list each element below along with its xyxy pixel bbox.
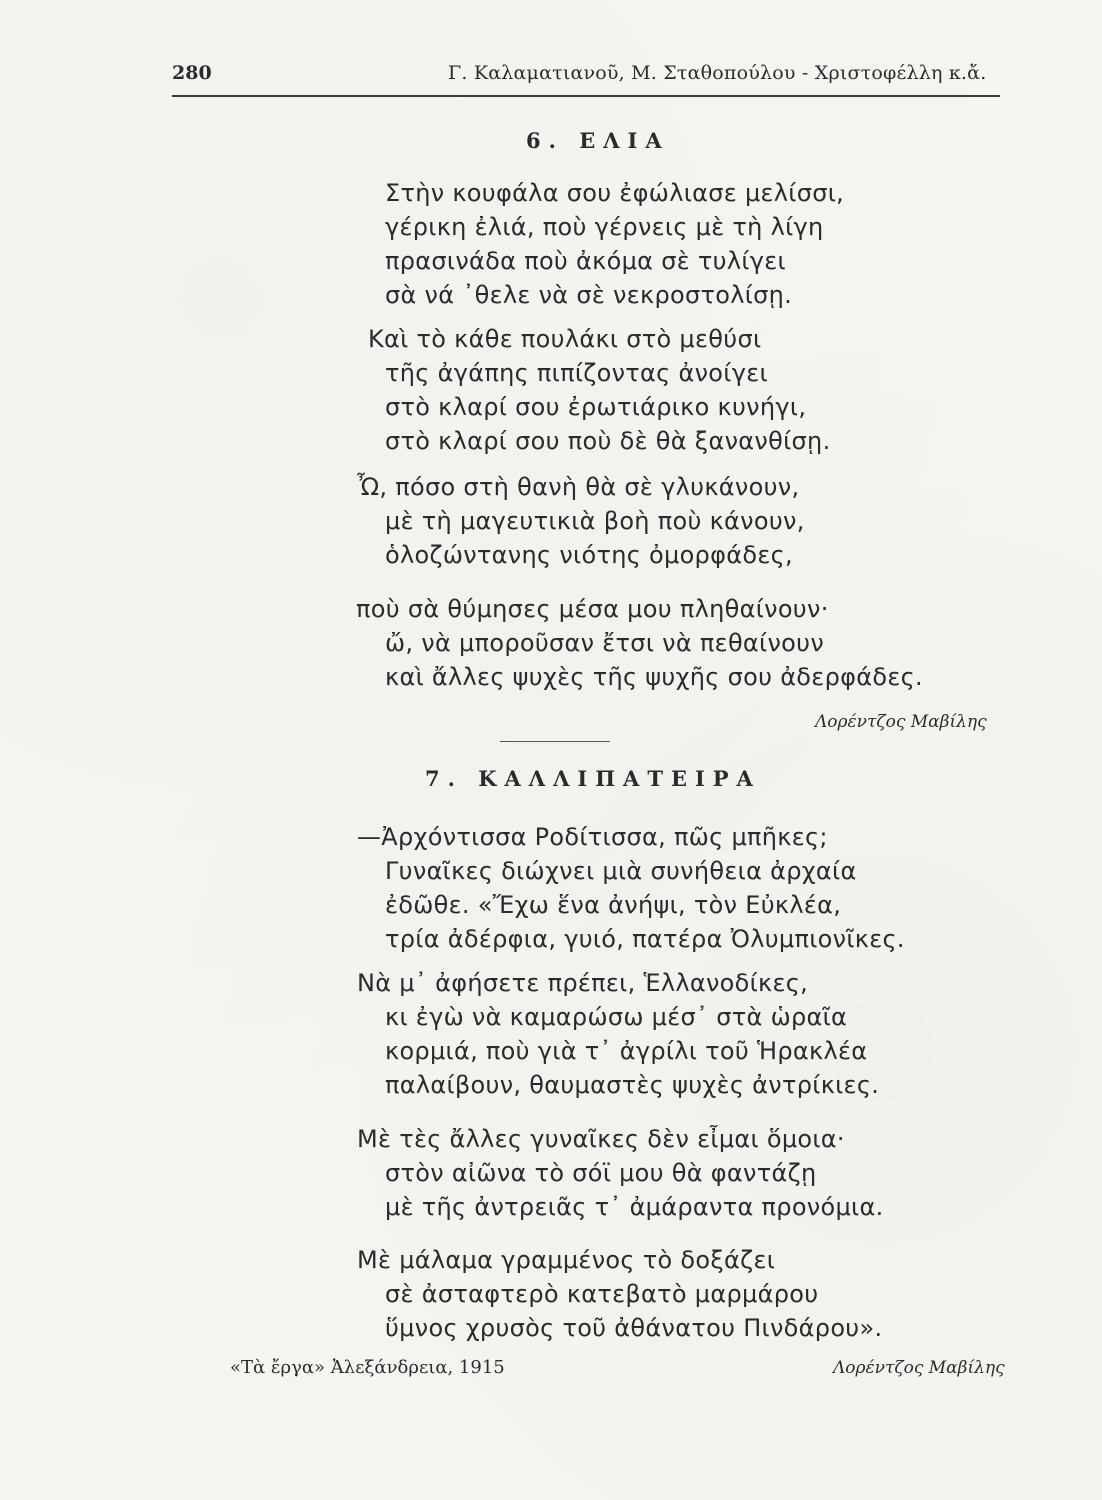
- source-citation: «Τὰ ἔργα» Ἀλεξάνδρεια, 1915: [230, 1357, 505, 1378]
- verse-line: ὤ, νὰ μποροῦσαν ἔτσι νὰ πεθαίνουν: [385, 629, 825, 657]
- poem-author: Λορέντζος Μαβίλης: [833, 1358, 1005, 1378]
- verse-line: πρασινάδα ποὺ ἀκόμα σὲ τυλίγει: [385, 247, 786, 275]
- verse-line: τρία ἀδέρφια, γυιό, πατέρα Ὀλυμπιονῖκες.: [385, 925, 905, 953]
- poem-title: 7. ΚΑΛΛΙΠΑΤΕΙΡΑ: [425, 766, 761, 791]
- verse-line: ὕμνος χρυσὸς τοῦ ἀθάνατου Πινδάρου».: [385, 1314, 883, 1342]
- section-divider: [500, 741, 610, 742]
- verse-line: στὸν αἰῶνα τὸ σόϊ μου θὰ φαντάζῃ: [385, 1159, 817, 1187]
- verse-line: ποὺ σὰ θύμησες μέσα μου πληθαίνουν·: [356, 595, 829, 623]
- verse-line: κι ἐγὼ νὰ καμαρώσω μέσ᾽ στὰ ὡραῖα: [385, 1003, 848, 1031]
- poem-author: Λορέντζος Μαβίλης: [815, 712, 987, 732]
- verse-line: καὶ ἄλλες ψυχὲς τῆς ψυχῆς σου ἀδερφάδες.: [385, 663, 923, 691]
- header-rule: [172, 95, 1000, 97]
- verse-line: μὲ τῆς ἀντρειᾶς τ᾽ ἀμάραντα προνόμια.: [385, 1193, 884, 1221]
- verse-line: Ὦ, πόσο στὴ θανὴ θὰ σὲ γλυκάνουν,: [357, 473, 800, 501]
- verse-line: Μὲ μάλαμα γραμμένος τὸ δοξάζει: [357, 1246, 776, 1274]
- page-number: 280: [172, 62, 212, 84]
- verse-line: τῆς ἀγάπης πιπίζοντας ἀνοίγει: [385, 359, 768, 387]
- verse-line: στὸ κλαρί σου ἐρωτιάρικο κυνήγι,: [385, 393, 807, 421]
- verse-line: Γυναῖκες διώχνει μιὰ συνήθεια ἀρχαία: [385, 857, 857, 885]
- verse-line: στὸ κλαρί σου ποὺ δὲ θὰ ξανανθίσῃ.: [385, 427, 831, 455]
- verse-line: παλαίβουν, θαυμαστὲς ψυχὲς ἀντρίκιες.: [385, 1071, 880, 1099]
- verse-line: σὲ ἀσταφτερὸ κατεβατὸ μαρμάρου: [385, 1280, 819, 1308]
- verse-line: ἐδῶθε. «Ἔχω ἕνα ἀνήψι, τὸν Εὐκλέα,: [385, 891, 842, 919]
- verse-line: Νὰ μ᾽ ἀφήσετε πρέπει, Ἑλλανοδίκες,: [357, 969, 809, 997]
- verse-line: Μὲ τὲς ἄλλες γυναῖκες δὲν εἶμαι ὅμοια·: [357, 1125, 845, 1153]
- verse-line: —Ἀρχόντισσα Ροδίτισσα, πῶς μπῆκες;: [357, 823, 828, 851]
- verse-line: κορμιά, ποὺ γιὰ τ᾽ ἀγρίλι τοῦ Ἡρακλέα: [385, 1037, 868, 1065]
- verse-line: γέρικη ἐλιά, ποὺ γέρνεις μὲ τὴ λίγη: [385, 213, 824, 241]
- verse-line: ὁλοζώντανης νιότης ὀμορφάδες,: [385, 541, 793, 569]
- verse-line: Στὴν κουφάλα σου ἐφώλιασε μελίσσι,: [385, 179, 845, 207]
- poem-title: 6. ΕΛΙΑ: [526, 128, 670, 153]
- verse-line: Καὶ τὸ κάθε πουλάκι στὸ μεθύσι: [368, 325, 762, 353]
- running-header: Γ. Καλαματιανοῦ, Μ. Σταθοπούλου - Χριστοφέλλη κ.ἄ.: [448, 62, 987, 84]
- verse-line: μὲ τὴ μαγευτικιὰ βοὴ ποὺ κάνουν,: [385, 507, 805, 535]
- verse-line: σὰ νά ᾽θελε νὰ σὲ νεκροστολίσῃ.: [385, 281, 793, 309]
